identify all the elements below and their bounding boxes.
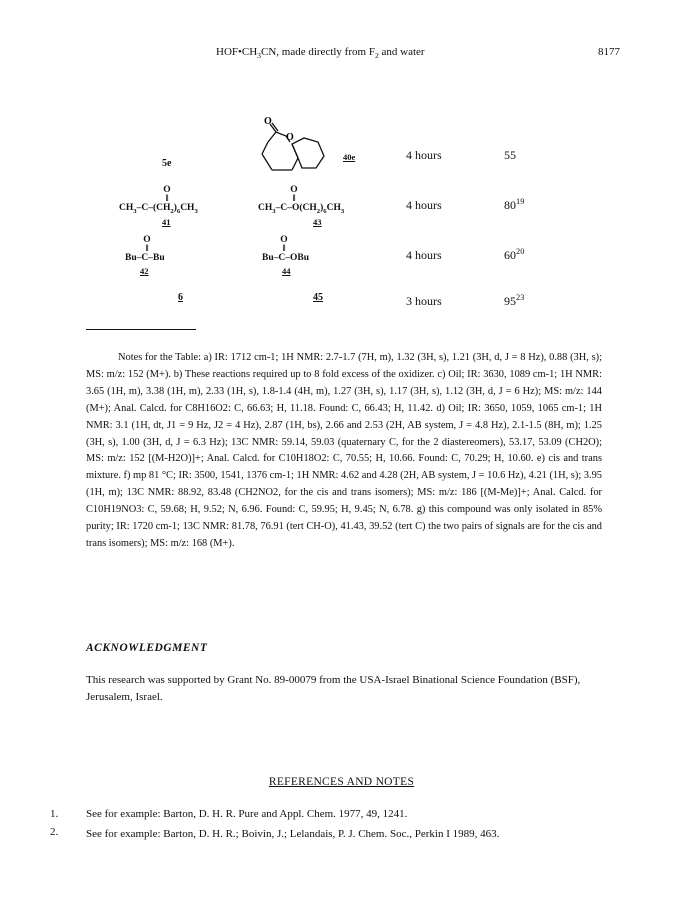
page-number: 8177 [598, 46, 620, 58]
row2-yield: $80^{19}$ [504, 197, 525, 212]
acknowledgment-text: This research was supported by Grant No. 89-00079 from the USA-Israel Binational Science Foundation (BSF), Jerusalem, Israel. [86, 674, 581, 703]
reference-2-number: 2. [50, 826, 59, 838]
compound-45-number: 45 [313, 292, 323, 303]
running-title: $HOF•CH_3CN$, made directly from $F_2$ and water [216, 46, 425, 61]
compound-6-number: 6 [178, 292, 183, 303]
compound-41-number: 41 [162, 217, 171, 227]
row3-yield: $60^{20}$ [504, 247, 525, 262]
references-heading: REFERENCES AND NOTES [268, 776, 415, 788]
compound-43-number: 43 [313, 217, 322, 227]
compound-40e-label: 40e [343, 152, 356, 162]
compound-5e-label: 5e [162, 158, 172, 169]
ketone-41-carbonyl: O ‖ [163, 185, 171, 204]
ester-43-carbonyl: O ‖ [290, 185, 298, 204]
reference-1-number: 1. [50, 808, 59, 820]
ketone-42-carbonyl: O ‖ [143, 235, 151, 254]
acknowledgment-heading: ACKNOWLEDGMENT [86, 642, 208, 654]
ketone-41-formula: $CH_3-C-(CH_2)_6CH_3$ [119, 203, 198, 215]
row2-time: 4 hours [406, 198, 442, 212]
compound-42-number: 42 [140, 266, 149, 276]
reference-1-text: See for example: Barton, D. H. R. Pure and Appl. Chem. 1977, 49, 1241. [86, 808, 408, 820]
row1-time: 4 hours [406, 148, 442, 162]
table-notes [86, 350, 602, 553]
row3-time: 4 hours [406, 248, 442, 262]
ester-44-carbonyl: O ‖ [280, 235, 288, 254]
row4-yield: $95^{23}$ [504, 293, 525, 308]
carbonyl-oxygen-label: O [264, 116, 272, 127]
ester-43-formula: $CH_3-C-O(CH_2)_6CH_3$ [258, 203, 345, 215]
compound-44-number: 44 [282, 266, 291, 276]
ester-44-formula: Bu–C–OBu [262, 253, 309, 263]
bicyclic-lactone-structure [250, 112, 360, 180]
ketone-42-formula: Bu–C–Bu [125, 253, 165, 263]
reference-2-text: See for example: Barton, D. H. R.; Boivin, J.; Lelandais, P. J. Chem. Soc., Perkin I 1989, 463. [86, 828, 500, 840]
table-notes-text: Notes for the Table: a) IR: 1712 cm-1; 1H NMR: 2.7-1.7 (7H, m), 1.32 (3H, s), 1.21 (3H, d, J = 8 Hz), 0.88 (3H, s); MS: m/z: 152 (M+). b) These reactions required up to 8 fold excess of the oxidizer. c) Oil; IR: 3630, 1089 cm-1; 1H NMR: 3.65 (1H, m), 3.38 (1H, m), 2.33 (1H, s), 1.8-1.4 (4H, m), 1.27 (3H, s), 1.17 (3H, s), 1.12 (3H, d, J = 6 Hz); MS: m/z: 144 (M+); Anal. Calcd. for C8H16O2: C, 66.63; H, 11.18. Found: C, 66.43; H, 11.42. d) Oil; IR: 3650, 1059, 1065 cm-1; 1H NMR: 3.1 (1H, dt, J1 = 9 Hz, J2 = 4 Hz), 2.87 (1H, bs), 2.66 and 2.53 (2H, AB system, J = 4.8 Hz), 2.1-1.5 (8H, m); 1.25 (3H, s), 1.00 (3H, d, J = 6.3 Hz); 13C NMR: 59.14, 59.03 (quaternary C, for the 2 diastereomers), 53.17, 53.09 (CH2O); MS: m/z: 152 [(M-H2O)]+; Anal. Calcd. for C10H18O2: C, 70.55; H, 10.66. Found: C, 70.29; H, 10.60. e) cis and trans mixture. f) mp 81 °C; IR: 3500, 1541, 1376 cm-1; 1H NMR: 4.62 and 4.28 (2H, AB system, J = 10.6 Hz), 4.21 (1H, s); 3.95 (1H, m); 13C NMR: 88.92, 83.48 (CH2NO2, for the cis and trans isomers); MS: m/z: 186 [(M-Me)]+; Anal. Calcd. for C10H19NO3: C, 59.68; H, 9.52; N, 6.96. Found: C, 59.95; H, 9.45; N, 6.78. g) this compound was only isolated in 85% purity; IR: 1720 cm-1; 13C NMR: 81.78, 76.91 (tert CH-O), 41.43, 39.52 (tert C) the two pairs of signals are for the cis and trans isomers); MS: m/z: 168 (M+). [86, 352, 602, 549]
table-footnote-rule [86, 329, 196, 330]
row4-time: 3 hours [406, 294, 442, 308]
row1-yield: 55 [504, 148, 516, 162]
ring-oxygen-label: O [286, 132, 294, 143]
